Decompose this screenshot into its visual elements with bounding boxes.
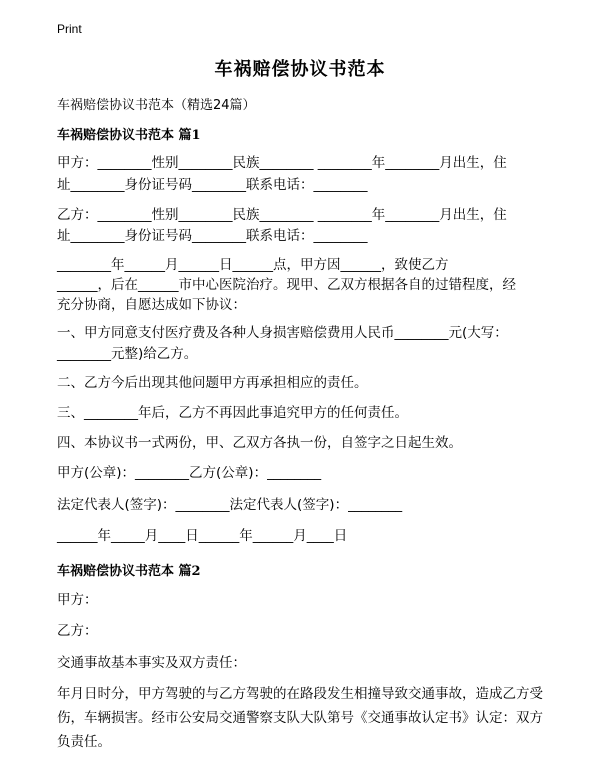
document-subtitle: 车祸赔偿协议书范本（精选24篇） [57,98,256,113]
seal-line: 甲方(公章)：________乙方(公章)：________ [57,465,322,481]
print-link[interactable]: Print [57,22,82,36]
party-a-line-2: 址________身份证号码________联系电话：________ [57,177,368,193]
party-a-label: 甲方： [57,592,98,608]
party-b-line-2: 址________身份证号码________联系电话：________ [57,228,368,244]
incident-line-1: ________年______月______日______点，甲方因______，致使乙方 [57,257,449,273]
party-b-label: 乙方： [57,623,98,639]
clause-1-line-1: 一、甲方同意支付医疗费及各种人身损害赔偿费用人民币________元(大写： [57,325,508,341]
clause-3: 三、________年后，乙方不再因此事追究甲方的任何责任。 [57,405,408,421]
facts-heading: 交通事故基本事实及双方责任： [57,655,246,671]
clause-4: 四、本协议书一式两份，甲、乙双方各执一份，自签字之日起生效。 [57,435,462,451]
incident-line-2: ______，后在______市中心医院治疗。现甲、乙双方根据各自的过错程度，经 [57,277,516,293]
section-heading-2: 车祸赔偿协议书范本 篇2 [57,564,201,579]
date-line: ______年_____月____日______年______月____日 [57,528,348,544]
page-title: 车祸赔偿协议书范本 [214,59,386,80]
section-heading-1: 车祸赔偿协议书范本 篇1 [57,128,201,143]
incident-line-3: 充分协商，自愿达成如下协议： [57,297,246,313]
party-a-line-1: 甲方：________性别________民族________ ________年________月出生，住 [57,155,507,171]
clause-1-line-2: ________元整)给乙方。 [57,346,198,362]
representative-line: 法定代表人(签字)：________法定代表人(签字)：________ [57,497,403,513]
clause-2: 二、乙方今后出现其他问题甲方再承担相应的责任。 [57,375,368,391]
party-b-line-1: 乙方：________性别________民族________ ________年________月出生，住 [57,207,507,223]
facts-paragraph: 年月日时分，甲方驾驶的与乙方驾驶的在路段发生相撞导致交通事故，造成乙方受伤，车辆损害。经市公安局交通警察支队大队第号《交通事故认定书》认定：双方负责任。 [57,686,543,750]
